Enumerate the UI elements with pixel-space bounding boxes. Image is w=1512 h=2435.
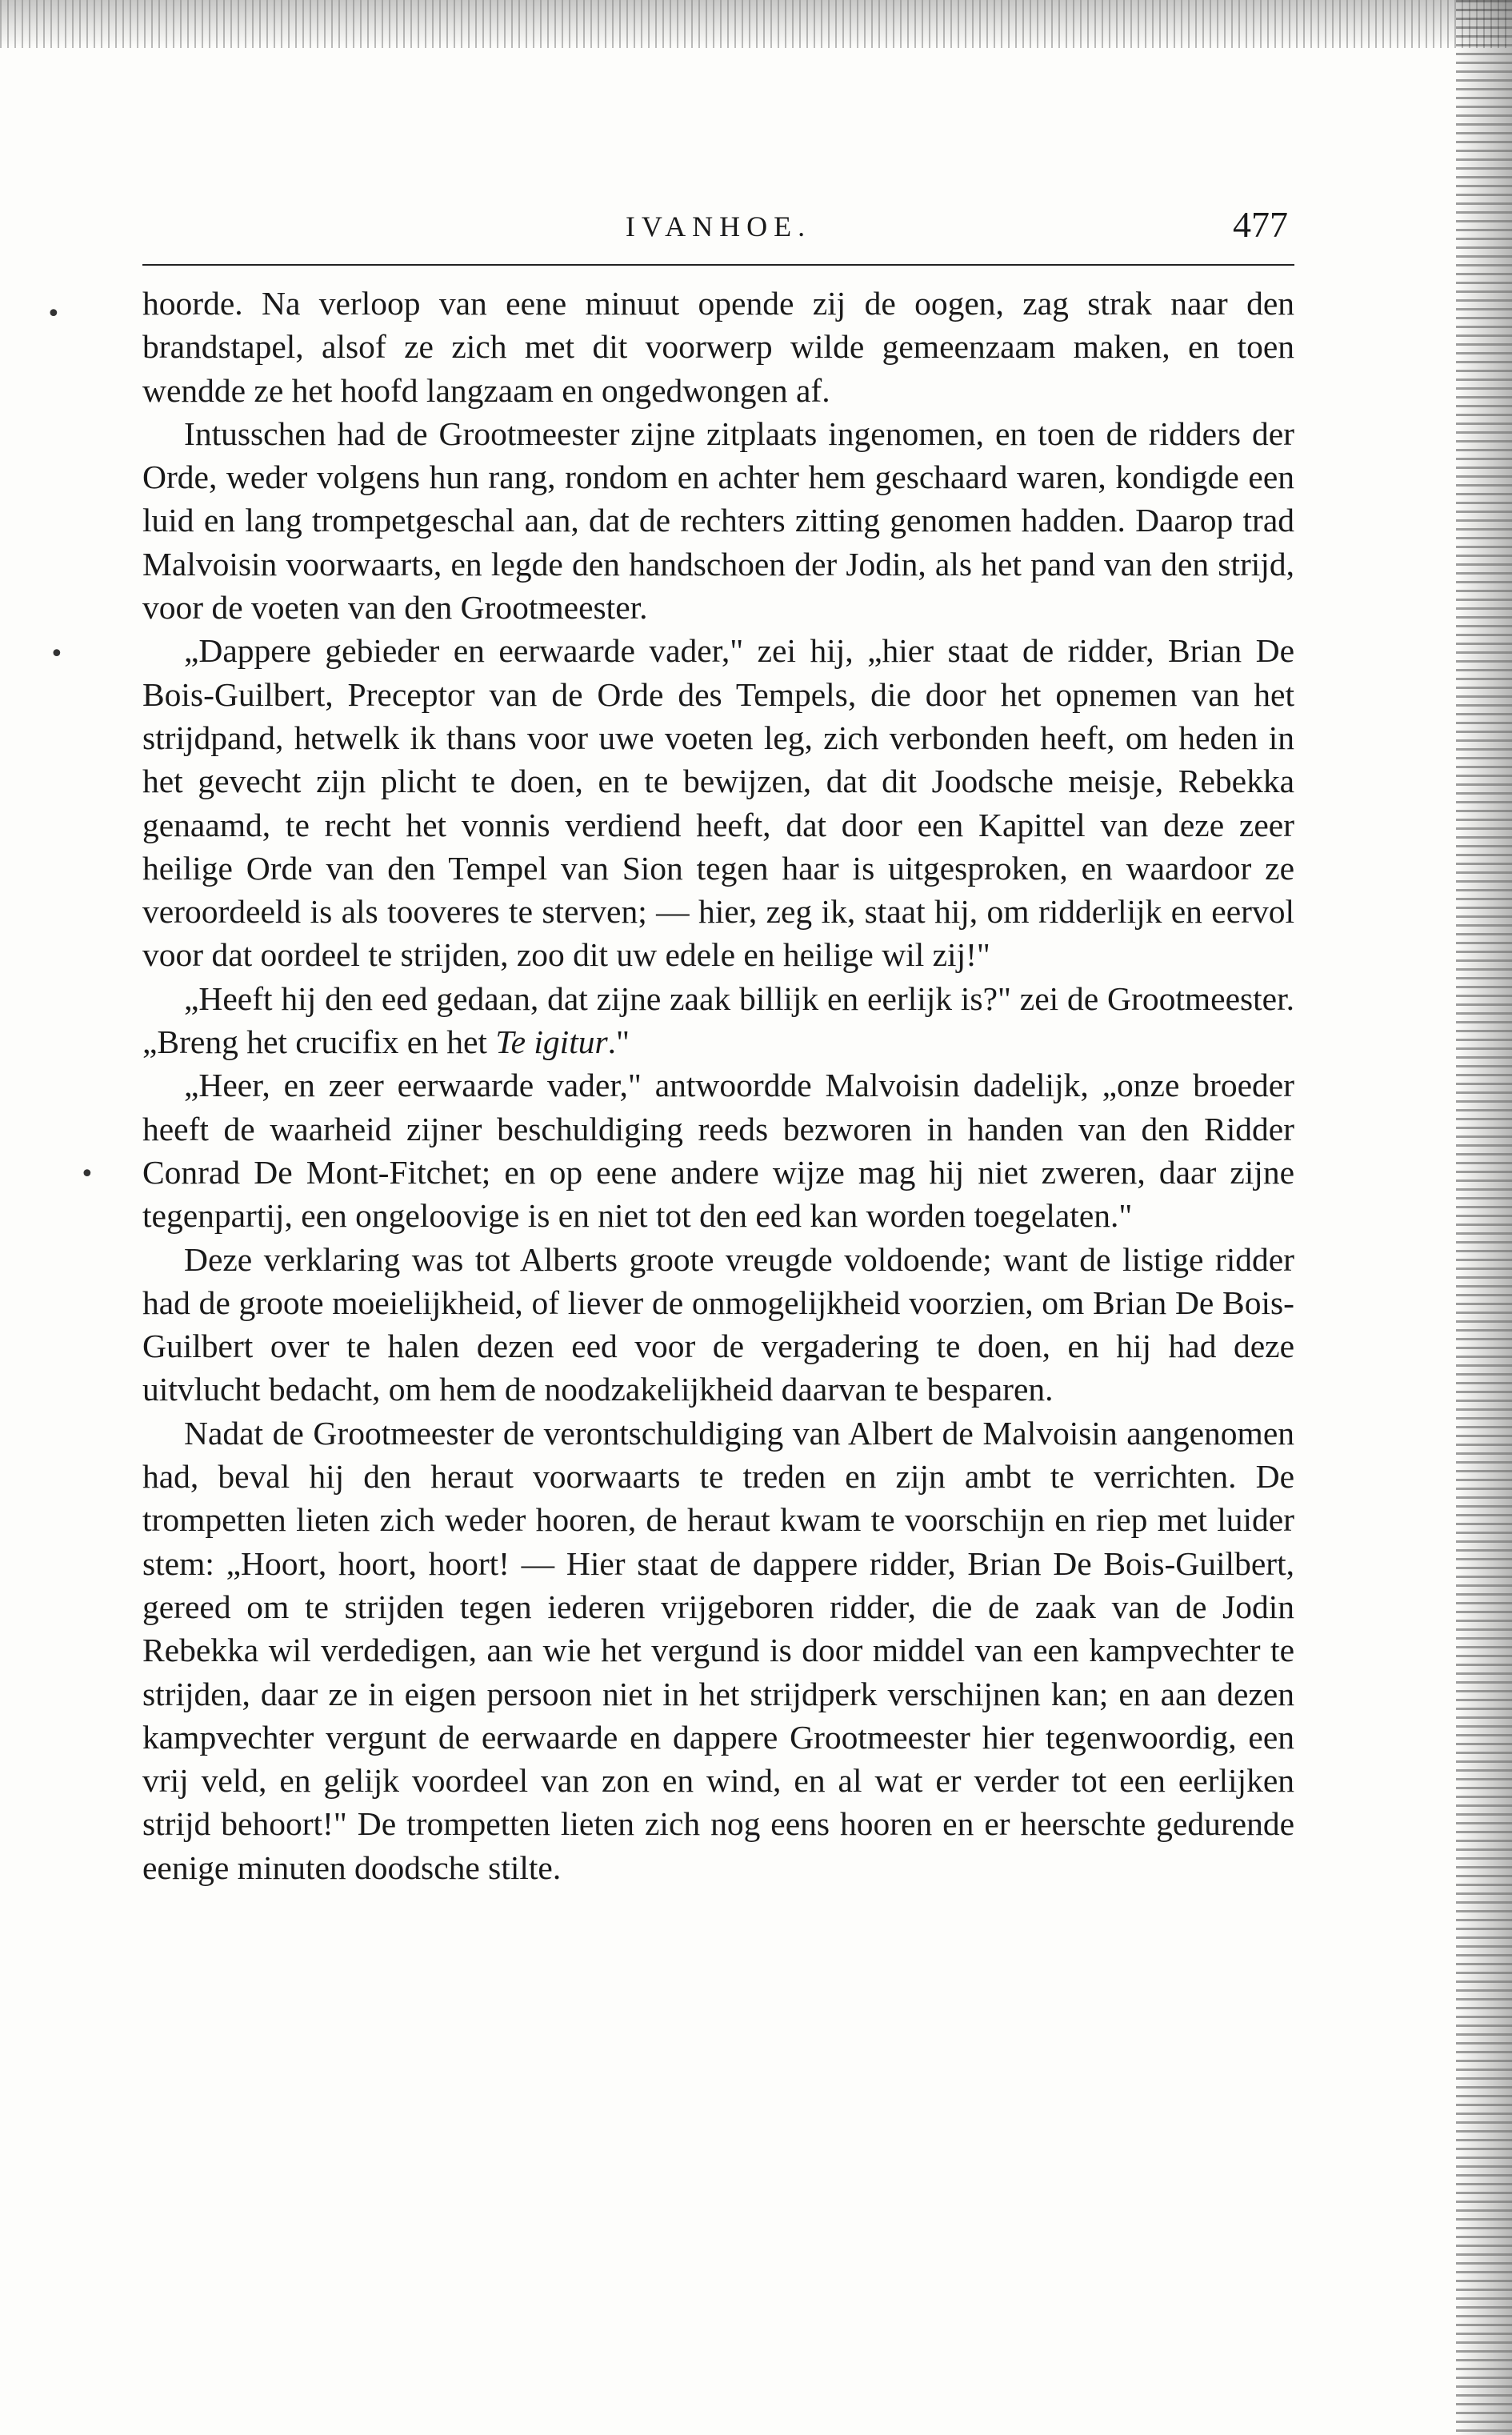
paragraph: Deze verklaring was tot Alberts groote vreugde voldoende; want de listige ridder had de groote moeielijkheid, of liever de onmogelijkheid voorzien, om Brian De Bois-Guilbert over te halen dezen eed voor de vergadering te doen, en hij had deze uitvlucht bedacht, om hem de noodzakelijkheid daarvan te besparen. (142, 1240, 1294, 1408)
running-title: IVANHOE. (625, 210, 812, 242)
paragraph (142, 977, 1294, 1064)
paragraph: Nadat de Grootmeester de verontschuldiging van Albert de Malvoisin aangenomen had, beval hij den heraut voorwaarts te treden en zijn ambt te verrichten. De trompetten lieten zich weder hooren, de heraut kwam te voorschijn en riep met luider stem: „Hoort, hoort, hoort! — Hier staat de dappere ridder, Brian De Bois-Guilbert, gereed om te strijden tegen iederen vrijgeboren ridder, die de zaak van de Jodin Rebekka wil verdedigen, aan wie het vergund is door middel van een kampvechter te strijden, daar ze in eigen persoon niet in het strijdperk verschijnen kan; en aan dezen kampvechter vergunt de eerwaarde en dappere Grootmeester hier tegenwoordig, een vrij veld, en gelijk voordeel van zon en wind, en al wat er verder tot een eerlijken strijd behoort!" De trompetten lieten zich nog eens hooren en er heerschte gedurende eenige minuten doodsche stilte. (142, 1414, 1294, 1886)
body-text (142, 282, 1294, 1889)
paragraph: hoorde. Na verloop van eene minuut opende zij de oogen, zag strak naar den brandstapel, alsof ze zich met dit voorwerp wilde gemeenzaam maken, en toen wendde ze het hoofd langzaam en ongedwongen af. (142, 285, 1294, 409)
italic-latin-term: Te igitur (495, 1023, 608, 1061)
margin-speck: • (50, 640, 64, 668)
margin-speck: • (80, 1160, 94, 1188)
scan-edge-top (0, 0, 1512, 48)
paragraph: „Heer, en zeer eerwaarde vader," antwoordde Malvoisin dadelijk, „onze broeder heeft de waarheid zijner beschuldiging reeds bezworen in handen van den Ridder Conrad De Mont-Fitchet; en op eene andere wijze mag hij niet zweren, daar zijne tegenpartij, een ongeloovige is en niet tot den eed kan worden toegelaten." (142, 1067, 1294, 1235)
paragraph-text: ." (607, 1023, 630, 1061)
scan-edge-right (1456, 0, 1512, 2435)
page-header (142, 200, 1294, 256)
margin-speck: • (46, 300, 61, 328)
page-number: 477 (1233, 204, 1288, 245)
paragraph: Intusschen had de Grootmeester zijne zitplaats ingenomen, en toen de ridders der Orde, weder volgens hun rang, rondom en achter hem geschaard waren, kondigde een luid en lang trompetgeschal aan, dat de rechters zitting genomen hadden. Daarop trad Malvoisin voorwaarts, en legde den handschoen der Jodin, als het pand van den strijd, voor de voeten van den Grootmeester. (142, 415, 1294, 627)
paragraph: „Dappere gebieder en eerwaarde vader," zei hij, „hier staat de ridder, Brian De Bois-Guilbert, Preceptor van de Orde des Tempels, die door het opnemen van het strijdpand, hetwelk ik thans voor uwe voeten leg, zich verbonden heeft, om heden in het gevecht zijn plicht te doen, en te bewijzen, dat dit Joodsche meisje, Rebekka genaamd, te recht het vonnis verdiend heeft, dat door een Kapittel van deze zeer heilige Orde van den Tempel van Sion tegen haar is uitgesproken, en waardoor ze veroordeeld is als tooveres te sterven; — hier, zeg ik, staat hij, om ridderlijk en eervol voor dat oordeel te strijden, zoo dit uw edele en heilige wil zij!" (142, 632, 1294, 974)
paragraph-text: „Heeft hij den eed gedaan, dat zijne zaak billijk en eerlijk is?" zei de Grootmeester. „Breng het crucifix en het (142, 979, 1294, 1061)
header-rule (142, 264, 1294, 266)
